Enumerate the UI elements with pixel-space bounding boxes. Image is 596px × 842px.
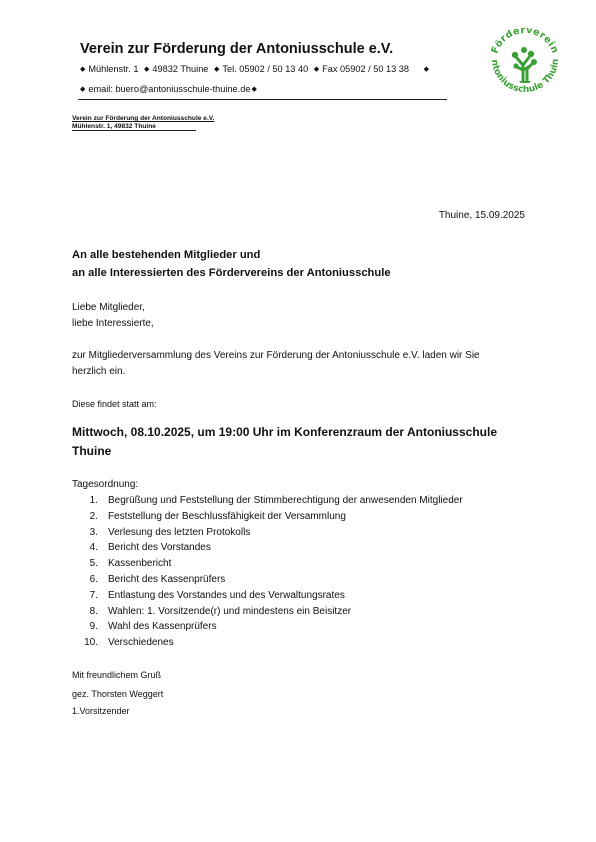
salutation-line-1: Liebe Mitglieder, (72, 302, 145, 313)
contact-line-address (80, 64, 432, 74)
organization-name: Verein zur Förderung der Antoniusschule e.V. (80, 41, 394, 57)
bullet-diamond-icon: ◆ (80, 66, 86, 73)
invitation-text (72, 348, 480, 379)
letter-date: Thuine, 15.09.2025 (438, 210, 525, 221)
logo-text-top: Förderverein (489, 24, 561, 56)
signature-name: gez. Thorsten Weggert (72, 689, 164, 699)
agenda-item: 6. Bericht des Kassenprüfers (89, 573, 226, 585)
city: 49832 Thuine (152, 64, 209, 74)
agenda-list (72, 493, 463, 651)
closing-greeting: Mit freundlichem Gruß (72, 670, 162, 680)
organization-logo (486, 23, 564, 101)
sender-address (72, 115, 214, 131)
agenda-item: 7. Entlastung des Vorstandes und des Verwaltungsrates (89, 589, 345, 601)
contact-line-email (80, 84, 260, 94)
signature-role: 1.Vorsitzender (72, 706, 130, 716)
agenda-item: 3. Verlesung des letzten Protokolls (89, 526, 251, 538)
bullet-diamond-icon: ◆ (423, 66, 429, 73)
agenda-item: 9. Wahl des Kassenprüfers (89, 621, 217, 633)
agenda-item: 5. Kassenbericht (89, 558, 172, 570)
logo-tree-icon (486, 23, 564, 101)
salutation-line-2: liebe Interessierte, (72, 317, 154, 329)
bullet-diamond-icon: ◆ (251, 86, 257, 93)
agenda-title: Tagesordnung: (72, 479, 139, 490)
phone: Tel. 05902 / 50 13 40 (222, 64, 309, 74)
agenda-item: 1. Begrüßung und Feststellung der Stimmberechtigung der anwesenden Mitglieder (89, 495, 463, 506)
agenda-item: 2. Feststellung der Beschlussfähigkeit der Versammlung (89, 510, 346, 522)
sender-line-1: Verein zur Förderung der Antoniusschule e.V. (72, 115, 215, 122)
logo-text-bottom: ntoniusschule Thuin (488, 58, 562, 96)
invitation-line-1: zur Mitgliederversammlung des Vereins zur Förderung der Antoniusschule e.V. laden wir Sie (72, 350, 480, 361)
email: email: buero@antoniusschule-thuine.de (88, 84, 251, 94)
invitation-line-2: herzlich ein. (72, 365, 126, 377)
event-line-1: Mittwoch, 08.10.2025, um 19:00 Uhr im Konferenzraum der Antoniusschule (72, 425, 497, 439)
recipient-line-2: an alle Interessierten des Fördervereins der Antoniusschule (72, 267, 391, 279)
schedule-intro: Diese findet statt am: (72, 399, 157, 409)
event-details (72, 423, 532, 461)
event-line-2: Thuine (72, 444, 112, 458)
agenda-item: 4. Bericht des Vorstandes (89, 542, 211, 554)
recipient-line-1: An alle bestehenden Mitglieder und (72, 249, 261, 261)
agenda-item: 8. Wahlen: 1. Vorsitzende(r) und mindestens ein Beisitzer (89, 605, 352, 617)
recipient-block (72, 246, 391, 282)
bullet-diamond-icon: ◆ (80, 86, 86, 93)
street: Mühlenstr. 1 (88, 64, 139, 74)
bullet-diamond-icon: ◆ (313, 66, 320, 73)
bullet-diamond-icon: ◆ (213, 66, 220, 73)
salutation (72, 300, 154, 331)
sender-line-2: Mühlenstr. 1, 49832 Thuine (72, 123, 196, 132)
fax: Fax 05902 / 50 13 38 (322, 64, 409, 74)
bullet-diamond-icon: ◆ (144, 66, 150, 73)
header-divider (78, 99, 447, 100)
agenda-item: 10. Verschiedenes (84, 637, 174, 649)
